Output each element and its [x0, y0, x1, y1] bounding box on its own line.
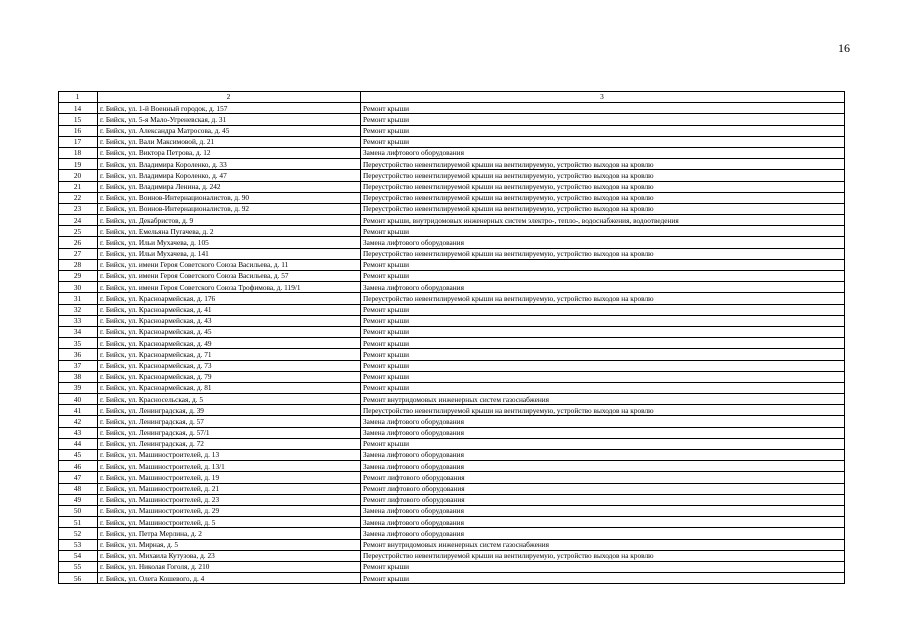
table-row [59, 315, 845, 326]
work-type-cell: Замена лифтового оборудования [361, 505, 845, 516]
row-number-cell: 37 [59, 360, 98, 371]
address-cell: г. Бийск, ул. Машиностроителей, д. 19 [98, 472, 361, 483]
row-number-cell: 31 [59, 293, 98, 304]
table-row [59, 416, 845, 427]
row-number-cell: 25 [59, 226, 98, 237]
address-cell: г. Бийск, ул. имени Героя Советского Союза Васильева, д. 11 [98, 259, 361, 270]
work-type-cell: Ремонт крыши [361, 259, 845, 270]
row-number-cell: 49 [59, 494, 98, 505]
table-row [59, 528, 845, 539]
table-row [59, 483, 845, 494]
row-number-cell: 40 [59, 394, 98, 405]
address-cell: г. Бийск, ул. Красноармейская, д. 176 [98, 293, 361, 304]
table-row [59, 494, 845, 505]
address-cell: г. Бийск, ул. Ленинградская, д. 57/1 [98, 427, 361, 438]
work-type-cell: Ремонт крыши [361, 438, 845, 449]
table-row [59, 248, 845, 259]
row-number-cell: 34 [59, 326, 98, 337]
row-number-cell: 52 [59, 528, 98, 539]
table-row [59, 349, 845, 360]
table-row [59, 271, 845, 282]
row-number-cell: 45 [59, 450, 98, 461]
table-row [59, 461, 845, 472]
table-row [59, 394, 845, 405]
table-body [59, 92, 845, 584]
address-cell: г. Бийск, ул. Красноармейская, д. 49 [98, 338, 361, 349]
row-number-cell: 39 [59, 382, 98, 393]
table-row [59, 450, 845, 461]
address-cell: г. Бийск, ул. Красноармейская, д. 41 [98, 304, 361, 315]
address-cell: г. Бийск, ул. Мирная, д. 5 [98, 539, 361, 550]
table-row [59, 114, 845, 125]
row-number-cell: 50 [59, 505, 98, 516]
row-number-cell: 43 [59, 427, 98, 438]
address-cell: г. Бийск, ул. Ленинградская, д. 57 [98, 416, 361, 427]
row-number-cell: 47 [59, 472, 98, 483]
table-row [59, 304, 845, 315]
address-cell: г. Бийск, ул. Владимира Короленко, д. 33 [98, 159, 361, 170]
row-number-cell: 16 [59, 125, 98, 136]
address-cell: г. Бийск, ул. имени Героя Советского Союза Васильева, д. 57 [98, 271, 361, 282]
address-cell: г. Бийск, ул. Емельяна Пугачева, д. 2 [98, 226, 361, 237]
column-header-2: 2 [98, 92, 361, 103]
row-number-cell: 48 [59, 483, 98, 494]
repair-registry-table [58, 91, 845, 584]
column-header-1: 1 [59, 92, 98, 103]
work-type-cell: Переустройство невентилируемой крыши на вентилируемую, устройство выходов на кровлю [361, 181, 845, 192]
address-cell: г. Бийск, ул. Михаила Кутузова, д. 23 [98, 550, 361, 561]
work-type-cell: Замена лифтового оборудования [361, 427, 845, 438]
work-type-cell: Замена лифтового оборудования [361, 237, 845, 248]
address-cell: г. Бийск, ул. имени Героя Советского Союза Трофимова, д. 119/1 [98, 282, 361, 293]
table-row [59, 382, 845, 393]
table-row [59, 517, 845, 528]
table-row [59, 405, 845, 416]
row-number-cell: 51 [59, 517, 98, 528]
work-type-cell: Ремонт крыши [361, 136, 845, 147]
table-row [59, 539, 845, 550]
work-type-cell: Переустройство невентилируемой крыши на вентилируемую, устройство выходов на кровлю [361, 293, 845, 304]
address-cell: г. Бийск, ул. Николая Гоголя, д. 210 [98, 561, 361, 572]
work-type-cell: Замена лифтового оборудования [361, 416, 845, 427]
row-number-cell: 29 [59, 271, 98, 282]
row-number-cell: 23 [59, 203, 98, 214]
work-type-cell: Замена лифтового оборудования [361, 517, 845, 528]
table-row [59, 561, 845, 572]
column-header-3: 3 [361, 92, 845, 103]
work-type-cell: Ремонт крыши [361, 315, 845, 326]
address-cell: г. Бийск, ул. 5-я Мало-Угреневская, д. 31 [98, 114, 361, 125]
table-row [59, 360, 845, 371]
work-type-cell: Переустройство невентилируемой крыши на вентилируемую, устройство выходов на кровлю [361, 405, 845, 416]
row-number-cell: 46 [59, 461, 98, 472]
work-type-cell: Ремонт крыши [361, 114, 845, 125]
address-cell: г. Бийск, ул. Красноармейская, д. 45 [98, 326, 361, 337]
address-cell: г. Бийск, ул. Воинов-Интернационалистов, д. 92 [98, 203, 361, 214]
address-cell: г. Бийск, ул. Виктора Петрова, д. 12 [98, 147, 361, 158]
work-type-cell: Ремонт крыши [361, 338, 845, 349]
address-cell: г. Бийск, ул. Машиностроителей, д. 13 [98, 450, 361, 461]
work-type-cell: Ремонт крыши [361, 382, 845, 393]
row-number-cell: 21 [59, 181, 98, 192]
work-type-cell: Замена лифтового оборудования [361, 147, 845, 158]
row-number-cell: 18 [59, 147, 98, 158]
row-number-cell: 14 [59, 103, 98, 114]
address-cell: г. Бийск, ул. Ленинградская, д. 39 [98, 405, 361, 416]
table-row [59, 159, 845, 170]
work-type-cell: Замена лифтового оборудования [361, 461, 845, 472]
address-cell: г. Бийск, ул. Петра Мерлина, д. 2 [98, 528, 361, 539]
address-cell: г. Бийск, ул. Машиностроителей, д. 23 [98, 494, 361, 505]
row-number-cell: 22 [59, 192, 98, 203]
work-type-cell: Замена лифтового оборудования [361, 528, 845, 539]
address-cell: г. Бийск, ул. Декабристов, д. 9 [98, 215, 361, 226]
table-row [59, 170, 845, 181]
address-cell: г. Бийск, ул. Машиностроителей, д. 13/1 [98, 461, 361, 472]
work-type-cell: Ремонт крыши [361, 326, 845, 337]
work-type-cell: Переустройство невентилируемой крыши на вентилируемую, устройство выходов на кровлю [361, 170, 845, 181]
row-number-cell: 41 [59, 405, 98, 416]
table-row [59, 259, 845, 270]
address-cell: г. Бийск, ул. Машиностроителей, д. 21 [98, 483, 361, 494]
address-cell: г. Бийск, ул. Машиностроителей, д. 29 [98, 505, 361, 516]
address-cell: г. Бийск, ул. Ленинградская, д. 72 [98, 438, 361, 449]
work-type-cell: Переустройство невентилируемой крыши на вентилируемую, устройство выходов на кровлю [361, 192, 845, 203]
page-number: 16 [838, 41, 850, 55]
address-cell: г. Бийск, ул. Владимира Короленко, д. 47 [98, 170, 361, 181]
table-row [59, 215, 845, 226]
address-cell: г. Бийск, ул. Олега Кошевого, д. 4 [98, 573, 361, 584]
row-number-cell: 35 [59, 338, 98, 349]
work-type-cell: Ремонт крыши [361, 371, 845, 382]
row-number-cell: 24 [59, 215, 98, 226]
table-row [59, 237, 845, 248]
work-type-cell: Ремонт крыши [361, 103, 845, 114]
table-row [59, 203, 845, 214]
table-row [59, 550, 845, 561]
work-type-cell: Переустройство невентилируемой крыши на вентилируемую, устройство выходов на кровлю [361, 248, 845, 259]
row-number-cell: 53 [59, 539, 98, 550]
address-cell: г. Бийск, ул. Ильи Мухачева, д. 105 [98, 237, 361, 248]
row-number-cell: 28 [59, 259, 98, 270]
table-row [59, 326, 845, 337]
row-number-cell: 26 [59, 237, 98, 248]
row-number-cell: 36 [59, 349, 98, 360]
work-type-cell: Ремонт внутридомовых инженерных систем газоснабжения [361, 539, 845, 550]
address-cell: г. Бийск, ул. Красноармейская, д. 43 [98, 315, 361, 326]
address-cell: г. Бийск, ул. 1-й Военный городок, д. 157 [98, 103, 361, 114]
table-row [59, 226, 845, 237]
work-type-cell: Ремонт лифтового оборудования [361, 483, 845, 494]
row-number-cell: 44 [59, 438, 98, 449]
work-type-cell: Ремонт крыши [361, 125, 845, 136]
address-cell: г. Бийск, ул. Вали Максимовой, д. 21 [98, 136, 361, 147]
table-row [59, 192, 845, 203]
table-row [59, 338, 845, 349]
row-number-cell: 55 [59, 561, 98, 572]
work-type-cell: Переустройство невентилируемой крыши на вентилируемую, устройство выходов на кровлю [361, 203, 845, 214]
row-number-cell: 33 [59, 315, 98, 326]
row-number-cell: 20 [59, 170, 98, 181]
table-row [59, 282, 845, 293]
row-number-cell: 17 [59, 136, 98, 147]
row-number-cell: 30 [59, 282, 98, 293]
address-cell: г. Бийск, ул. Машиностроителей, д. 5 [98, 517, 361, 528]
row-number-cell: 54 [59, 550, 98, 561]
address-cell: г. Бийск, ул. Красноармейская, д. 81 [98, 382, 361, 393]
address-cell: г. Бийск, ул. Воинов-Интернационалистов, д. 90 [98, 192, 361, 203]
work-type-cell: Ремонт крыши [361, 304, 845, 315]
work-type-cell: Ремонт крыши [361, 561, 845, 572]
table-row [59, 371, 845, 382]
work-type-cell: Переустройство невентилируемой крыши на вентилируемую, устройство выходов на кровлю [361, 550, 845, 561]
work-type-cell: Ремонт крыши, внутридомовых инженерных систем электро-, тепло-, водоснабжения, водоотведения [361, 215, 845, 226]
address-cell: г. Бийск, ул. Красносельская, д. 5 [98, 394, 361, 405]
work-type-cell: Ремонт внутридомовых инженерных систем газоснабжения [361, 394, 845, 405]
address-cell: г. Бийск, ул. Красноармейская, д. 73 [98, 360, 361, 371]
row-number-cell: 15 [59, 114, 98, 125]
table-row [59, 136, 845, 147]
table-row [59, 147, 845, 158]
table-row [59, 181, 845, 192]
row-number-cell: 32 [59, 304, 98, 315]
table-row [59, 125, 845, 136]
row-number-cell: 42 [59, 416, 98, 427]
work-type-cell: Замена лифтового оборудования [361, 282, 845, 293]
table-row [59, 472, 845, 483]
table-row [59, 573, 845, 584]
row-number-cell: 38 [59, 371, 98, 382]
work-type-cell: Ремонт крыши [361, 349, 845, 360]
address-cell: г. Бийск, ул. Ильи Мухачева, д. 141 [98, 248, 361, 259]
work-type-cell: Ремонт крыши [361, 360, 845, 371]
table-row [59, 427, 845, 438]
row-number-cell: 19 [59, 159, 98, 170]
table-row [59, 293, 845, 304]
work-type-cell: Ремонт лифтового оборудования [361, 472, 845, 483]
work-type-cell: Ремонт лифтового оборудования [361, 494, 845, 505]
work-type-cell: Переустройство невентилируемой крыши на вентилируемую, устройство выходов на кровлю [361, 159, 845, 170]
table-row [59, 438, 845, 449]
address-cell: г. Бийск, ул. Александра Матросова, д. 45 [98, 125, 361, 136]
address-cell: г. Бийск, ул. Владимира Ленина, д. 242 [98, 181, 361, 192]
work-type-cell: Замена лифтового оборудования [361, 450, 845, 461]
address-cell: г. Бийск, ул. Красноармейская, д. 79 [98, 371, 361, 382]
table-header-row [59, 92, 845, 103]
work-type-cell: Ремонт крыши [361, 271, 845, 282]
row-number-cell: 56 [59, 573, 98, 584]
address-cell: г. Бийск, ул. Красноармейская, д. 71 [98, 349, 361, 360]
table-row [59, 505, 845, 516]
table-row [59, 103, 845, 114]
row-number-cell: 27 [59, 248, 98, 259]
work-type-cell: Ремонт крыши [361, 573, 845, 584]
work-type-cell: Ремонт крыши [361, 226, 845, 237]
